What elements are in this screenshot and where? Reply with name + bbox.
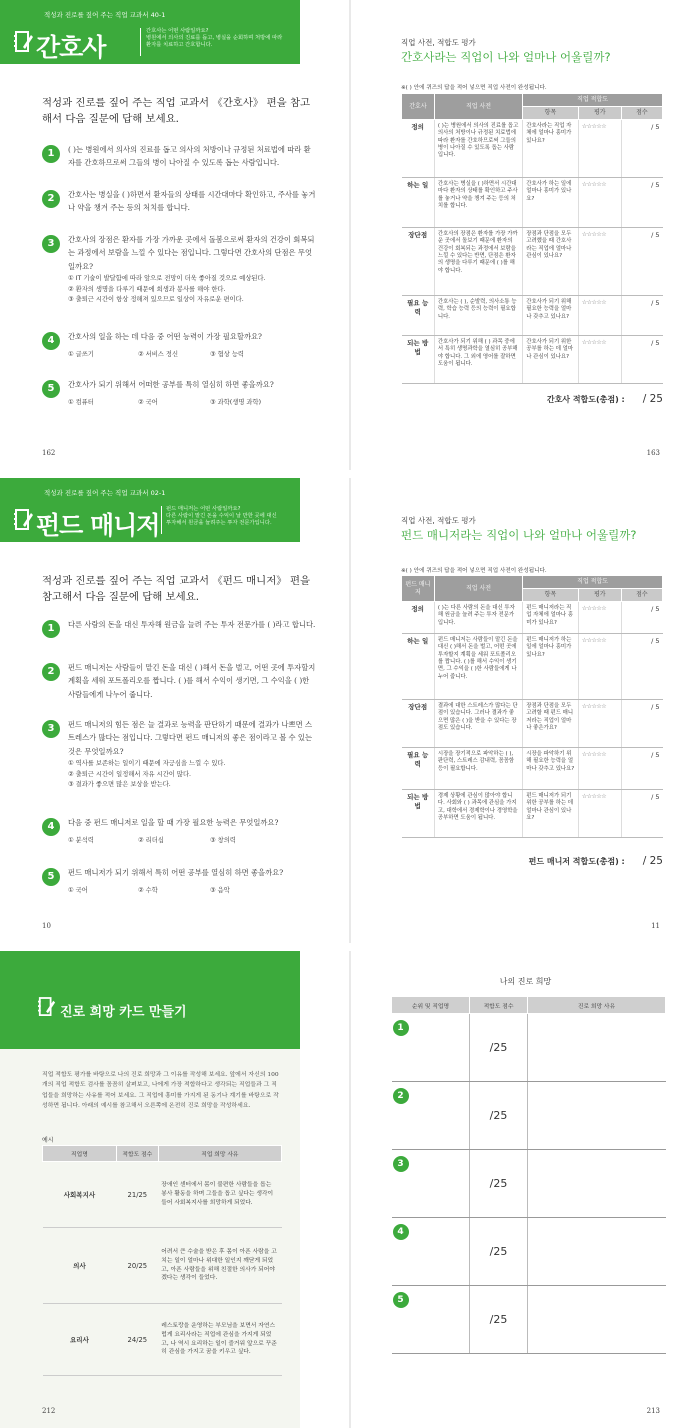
table-row: 사회복지사 21/25 장애인 센터에서 몸이 불편한 사람들을 돕는 봉사 활동을 하며 그들을 돕고 싶다는 생각이 들어 사회복지사를 희망하게 되었다. <box>43 1162 282 1228</box>
example-table: 직업명 적합도 점수 직업 희망 사유 사회복지사 21/25 장애인 센터에서 몸이 불편한 사람들을 돕는 봉사 활동을 하며 그들을 돕고 싶다는 생각이 들어 사회복지사를 희망하게 되었다. 의사 20/25 어려서 큰 수술을 받은 후 몸이 아픈 사람을 고치는 일이 얼마나 위대한 일인지 깨닫게 되었고, 아픈 사람들을 위해 친절한 의사가 되어야겠다는 생각이 들었다. 요리사 24/25 레스토랑을 운영하는 부모님을 보면서 자연스럽게 요리사라는 직업에 관심을 가지게 되었고, 나 역시 요리하는 일이 즐거워 앞으로 꾸준히 관심을 가지고 꿈을 키우고 싶다. <box>42 1145 282 1376</box>
page-left: 적성과 진로를 짚어 주는 직업 교과서 02-1 펀드 매니저 펀드 매니저는 어떤 사람일까요? 다른 사람이 맡긴 돈을 수익이 날 만한 곳에 대신 투자해서 원금을 늘려주는 투자 전문가입니다. 적성과 진로를 짚어 주는 직업 교과서 《펀드 매니저》 편을 참고해서 다음 질문에 답해 보세요. 1 다른 사람의 돈을 대신 투자해 원금을 늘려 주는 투자 전문가를 ( )라고 합니다. 2 펀드 매니저는 사람들이 맡긴 돈을 대신 ( )해서 돈을 벌고, 어떤 곳에 투자할지 계획을 세워 포트폴리오를 짭니다. ( )를 해서 수익이 생기면, 그 수익을 ( )한 사람들에게 나누어 줍니다. 3 펀드 매니저의 힘든 점은 늘 결과로 능력을 판단하기 때문에 결과가 나쁘면 스트레스가 많다는 점입니다. 그렇다면 펀드 매니저의 좋은 점이라고 볼 수 있는 것은 무엇일까요? ① 역사를 보존하는 일이기 때문에 자긍심을 느낄 수 있다. ② 출퇴근 시간이 일정해서 자유 시간이 많다. ③ 결과가 좋으면 많은 보상을 받는다. 4 다음 중 펀드 매니저로 일을 할 때 가장 필요한 능력은 무엇일까요? ① 분석력 ② 리더십 ③ 창의력 5 펀드 매니저가 되기 위해서 특히 어떤 공부를 열심히 하면 좋을까요? ① 국어 ② 수학 ③ 음악 10 <box>0 478 349 943</box>
total-score: 펀드 매니저 적합도(총점) : / 25 <box>528 855 663 867</box>
table-row: 요리사 24/25 레스토랑을 운영하는 부모님을 보면서 자연스럽게 요리사라는 직업에 관심을 가지게 되었고, 나 역시 요리하는 일이 즐거워 앞으로 꾸준히 관심을 가지고 꿈을 키우고 싶다. <box>43 1304 282 1376</box>
table-row[interactable]: 5 /25 <box>392 1286 666 1354</box>
instruction: ※( ) 안에 퀴즈의 답을 적어 넣으면 직업 사전이 완성됩니다. <box>401 568 547 574</box>
page-number: 212 <box>42 1407 56 1415</box>
table-row: 하는 일 펀드 매니저는 사람들이 맡긴 돈을 대신 ( )해서 돈을 벌고, 어떤 곳에 투자할지 계획을 세워 포트폴리오를 짭니다. ( )를 해서 수익이 생기면, 그 수익을 ( )한 사람들에게 나누어 줍니다. 펀드 매니저가 하는 일에 얼마나 흥미가 있나요? ☆☆☆☆☆ / 5 <box>402 634 663 700</box>
spread-career-card <box>0 951 700 1428</box>
page-title: 진로 희망 카드 만들기 <box>60 1005 187 1020</box>
table-row: 되는 방법 간호사가 되기 위해 ( ) 과목 중에서 특히 생명과학을 열심히 공부해야 합니다. 그 외에 영어를 잘하면 도움이 됩니다. 간호사가 되기 위한 공부를 하는 데 얼마나 관심이 있나요? ☆☆☆☆☆ / 5 <box>402 336 663 384</box>
table-row: 되는 방법 경제 상황에 관심이 많아야 합니다. 사회와 ( ) 과목에 관심을 가지고, 대학에서 경제학이나 경영학을 공부하면 도움이 됩니다. 펀드 매니저가 되기 위한 공부를 하는 데 얼마나 관심이 있나요? ☆☆☆☆☆ / 5 <box>402 790 663 838</box>
instruction: ※( ) 안에 퀴즈의 답을 적어 넣으면 직업 사전이 완성됩니다. <box>401 85 547 91</box>
section-subtitle: 직업 사전, 적합도 평가 <box>401 516 476 525</box>
job-table: 펀드 매니저 직업 사전 직업 적합도 항목 평가 점수 정의 ( )는 다른 사람의 돈을 대신 투자해 원금을 늘려 주는 투자 전문가입니다. 펀드 매니저라는 직업 자체에 얼마나 흥미가 있나요? ☆☆☆☆☆ / 5 하는 일 펀드 매니저는 사람들이 맡긴 돈을 대신 ( )해서 돈을 벌고, 어떤 곳에 투자할지 계획을 세워 포트폴리오를 짭니다. ( )를 해서 수익이 생기면, 그 수익을 ( )한 사람들에게 나누어 줍니다. 펀드 매니저가 하는 일에 얼마나 흥미가 있나요? ☆☆☆☆☆ / 5 장단점 결과에 대한 스트레스가 많다는 단점이 있습니다. 그러나 결과가 좋으면 많은 ( )을 받을 수 있다는 장점도 있습니다. 장점과 단점을 모두 고려할 때 펀드 매니저라는 직업이 얼마나 좋은가요? ☆☆☆☆☆ / 5 필요 능력 시장을 장기적으로 파악하는 ( ), 판단력, 스트레스 감내력, 꼼꼼함 등이 필요합니다. 시장을 파악하기 위해 필요한 능력을 얼마나 갖추고 있나요? ☆☆☆☆☆ / 5 되는 방법 경제 상황에 관심이 많아야 합니다. 사회와 ( ) 과목에 관심을 가지고, 대학에서 경제학이나 경영학을 공부하면 도움이 됩니다. 펀드 매니저가 되기 위한 공부를 하는 데 얼마나 관심이 있나요? ☆☆☆☆☆ / 5 <box>401 575 663 838</box>
banner-subtitle: 적성과 진로를 짚어 주는 직업 교과서 40-1 <box>44 11 166 19</box>
q3-options: ① IT 기술이 발달함에 따라 앞으로 전망이 더욱 좋아질 것으로 예상된다. ② 환자의 생명을 다루기 때문에 희생과 봉사를 해야 한다. ③ 출퇴근 시간이 항상 정해져 있으므로 일상이 자유로운 편이다. <box>68 275 266 304</box>
table-row[interactable]: 3 /25 <box>392 1150 666 1218</box>
table-row: 정의 ( )는 다른 사람의 돈을 대신 투자해 원금을 늘려 주는 투자 전문가입니다. 펀드 매니저라는 직업 자체에 얼마나 흥미가 있나요? ☆☆☆☆☆ / 5 <box>402 602 663 634</box>
intro-text: 적성과 진로를 짚어 주는 직업 교과서 《펀드 매니저》 편을 참고해서 다음 질문에 답해 보세요. <box>42 575 311 604</box>
career-hope-table: 순위 및 직업명 적합도 점수 진로 희망 사유 1 /25 2 /25 3 /25 4 /25 5 /25 <box>391 996 666 1354</box>
banner-subtitle: 적성과 진로를 짚어 주는 직업 교과서 02-1 <box>44 489 166 497</box>
page-number: 162 <box>42 449 56 457</box>
title-banner <box>0 478 300 542</box>
page-right <box>351 951 700 1428</box>
title-banner <box>0 0 300 64</box>
section-title: 간호사라는 직업이 나와 얼마나 어울릴까? <box>401 50 611 64</box>
table-row: 정의 ( )는 병원에서 의사의 진료를 돕고 의사의 처방이나 규정된 치료법에 따라 환자를 간호하므로써 그들의 병이 나아질 수 있도록 돕는 사람입니다. 간호사라는 직업 자체에 얼마나 흥미가 있나요? ☆☆☆☆☆ / 5 <box>402 120 663 178</box>
q3-options: ① 역사를 보존하는 일이기 때문에 자긍심을 느낄 수 있다. ② 출퇴근 시간이 일정해서 자유 시간이 많다. ③ 결과가 좋으면 많은 보상을 받는다. <box>68 760 226 789</box>
table-row[interactable]: 4 /25 <box>392 1218 666 1286</box>
section-title: 펀드 매니저라는 직업이 나와 얼마나 어울릴까? <box>401 528 637 542</box>
table-row: 하는 일 간호사는 병실을 ( )하면서 시간대마다 환자의 상태를 확인하고 주사를 놓거나 약을 챙겨 주는 등의 처치를 합니다. 간호사가 하는 일에 얼마나 흥미가 있나요? ☆☆☆☆☆ / 5 <box>402 178 663 228</box>
notebook-pen-icon <box>38 996 56 1018</box>
example-label: 예시 <box>42 1137 54 1144</box>
table-row[interactable]: 2 /25 <box>392 1082 666 1150</box>
page-number: 163 <box>646 449 660 457</box>
table-row: 장단점 간호사의 장점은 환자를 가장 가까운 곳에서 돌보기 때문에 환자의 건강이 회복되는 과정에서 보람을 느낄 수 있다는 반면, 단점은 환자의 생명을 다루기 때문에 ( )를 해야 합니다. 장점과 단점을 모두 고려했을 때 간호사라는 직업에 얼마나 관심이 있나요? ☆☆☆☆☆ / 5 <box>402 228 663 296</box>
notebook-pen-icon <box>14 508 34 532</box>
page-number: 213 <box>646 1407 660 1415</box>
banner-description: 간호사는 어떤 사람일까요? 병원에서 의사의 진료를 돕고, 병실을 순회하며 처방에 따라 환자를 치료하고 간호합니다. <box>146 28 283 49</box>
table-row: 의사 20/25 어려서 큰 수술을 받은 후 몸이 아픈 사람을 고치는 일이 얼마나 위대한 일인지 깨닫게 되었고, 아픈 사람들을 위해 친절한 의사가 되어야겠다는 생각이 들었다. <box>43 1228 282 1304</box>
section-title: 나의 진로 희망 <box>499 977 552 986</box>
spread-nurse <box>0 0 700 470</box>
spread-fund-manager <box>0 478 700 943</box>
table-row: 장단점 결과에 대한 스트레스가 많다는 단점이 있습니다. 그러나 결과가 좋으면 많은 ( )을 받을 수 있다는 장점도 있습니다. 장점과 단점을 모두 고려할 때 펀드 매니저라는 직업이 얼마나 좋은가요? ☆☆☆☆☆ / 5 <box>402 700 663 748</box>
page-title: 펀드 매니저 <box>36 511 160 540</box>
notebook-pen-icon <box>14 30 34 54</box>
total-score: 간호사 적합도(총점) : / 25 <box>546 393 663 405</box>
table-row: 필요 능력 간호사는 ( ), 순발력, 의사소통 능력, 학습 능력 등의 능력이 필요합니다. 간호사가 되기 위해 필요한 능력을 얼마나 갖추고 있나요? ☆☆☆☆☆ / 5 <box>402 296 663 336</box>
page-title: 간호사 <box>36 33 106 62</box>
title-banner <box>0 951 300 1049</box>
table-row[interactable]: 1 /25 <box>392 1014 666 1082</box>
table-row: 필요 능력 시장을 장기적으로 파악하는 ( ), 판단력, 스트레스 감내력, 꼼꼼함 등이 필요합니다. 시장을 파악하기 위해 필요한 능력을 얼마나 갖추고 있나요? ☆☆☆☆☆ / 5 <box>402 748 663 790</box>
page-left: 적성과 진로를 짚어 주는 직업 교과서 40-1 간호사 간호사는 어떤 사람일까요? 병원에서 의사의 진료를 돕고, 병실을 순회하며 처방에 따라 환자를 치료하고 간호합니다. 적성과 진로를 짚어 주는 직업 교과서 《간호사》 편을 참고해서 다음 질문에 답해 보세요. 1 ( )는 병원에서 의사의 진료를 돕고 의사의 처방이나 규정된 처료법에 따라 환자를 간호하므로써 그들의 병이 나아질 수 있도록 돕는 사람입니다. 2 간호사는 병실을 ( )하면서 환자들의 상태를 시간대마다 확인하고, 주사를 놓거나 약을 챙겨 주는 등의 처치를 합니다. 3 간호사의 장점은 환자를 가장 가까운 곳에서 돌봄으로써 환자의 건강이 회복되는 과정에서 보람을 느낄 수 있다는 점입니다. 그렇다면 간호사의 단점은 무엇일까요? ① IT 기술이 발달함에 따라 앞으로 전망이 더욱 좋아질 것으로 예상된다. ② 환자의 생명을 다루기 때문에 희생과 봉사를 해야 한다. ③ 출퇴근 시간이 항상 정해져 있으므로 일상이 자유로운 편이다. 4 간호사의 일을 하는 데 다음 중 어떤 능력이 가장 필요할까요? ① 글쓰기 ② 서비스 정신 ③ 협상 능력 5 간호사가 되기 위해서 어떠한 공부를 특히 열심히 하면 좋을까요? ① 컴퓨터 ② 국어 ③ 과학(생명 과학) 162 <box>0 0 349 470</box>
page-right <box>351 0 700 470</box>
section-subtitle: 직업 사전, 적합도 평가 <box>401 38 476 47</box>
intro-text: 적성과 진로를 짚어 주는 직업 교과서 《간호사》 편을 참고해서 다음 질문에 답해 보세요. <box>42 97 311 126</box>
job-table: 간호사 직업 사전 직업 적합도 항목 평가 점수 정의 ( )는 병원에서 의사의 진료를 돕고 의사의 처방이나 규정된 치료법에 따라 환자를 간호하므로써 그들의 병이 나아질 수 있도록 돕는 사람입니다. 간호사라는 직업 자체에 얼마나 흥미가 있나요? ☆☆☆☆☆ / 5 하는 일 간호사는 병실을 ( )하면서 시간대마다 환자의 상태를 확인하고 주사를 놓거나 약을 챙겨 주는 등의 처치를 합니다. 간호사가 하는 일에 얼마나 흥미가 있나요? ☆☆☆☆☆ / 5 장단점 간호사의 장점은 환자를 가장 가까운 곳에서 돌보기 때문에 환자의 건강이 회복되는 과정에서 보람을 느낄 수 있다는 반면, 단점은 환자의 생명을 다루기 때문에 ( )를 해야 합니다. 장점과 단점을 모두 고려했을 때 간호사라는 직업에 얼마나 관심이 있나요? ☆☆☆☆☆ / 5 필요 능력 간호사는 ( ), 순발력, 의사소통 능력, 학습 능력 등의 능력이 필요합니다. 간호사가 되기 위해 필요한 능력을 얼마나 갖추고 있나요? ☆☆☆☆☆ / 5 되는 방법 간호사가 되기 위해 ( ) 과목 중에서 특히 생명과학을 열심히 공부해야 합니다. 그 외에 영어를 잘하면 도움이 됩니다. 간호사가 되기 위한 공부를 하는 데 얼마나 관심이 있나요? ☆☆☆☆☆ / 5 <box>401 93 663 384</box>
page-number: 10 <box>42 922 51 930</box>
page-number: 11 <box>651 922 660 930</box>
intro-text: 직업 적합도 평가를 바탕으로 나의 진로 희망과 그 이유를 작성해 보세요. 앞에서 자신의 100개의 직업 적합도 검사를 꼼꼼히 살펴보고, 나에게 가장 적합하다고 생각되는 직업들과 그 직업들을 희망하는 사유를 적어 보세요. 그 직업에 흥미를 가지게 된 동기나 계기를 바탕으로 작성하면 됩니다. 아래의 예시를 참고해서 오른쪽에 온전히 진로 희망을 작성하세요. <box>42 1072 279 1109</box>
page-right <box>351 478 700 943</box>
career-card-panel <box>0 951 300 1428</box>
page-left <box>0 951 349 1428</box>
banner-description: 펀드 매니저는 어떤 사람일까요? 다른 사람이 맡긴 돈을 수익이 날 만한 곳에 대신 투자해서 원금을 늘려주는 투자 전문가입니다. <box>166 506 277 527</box>
